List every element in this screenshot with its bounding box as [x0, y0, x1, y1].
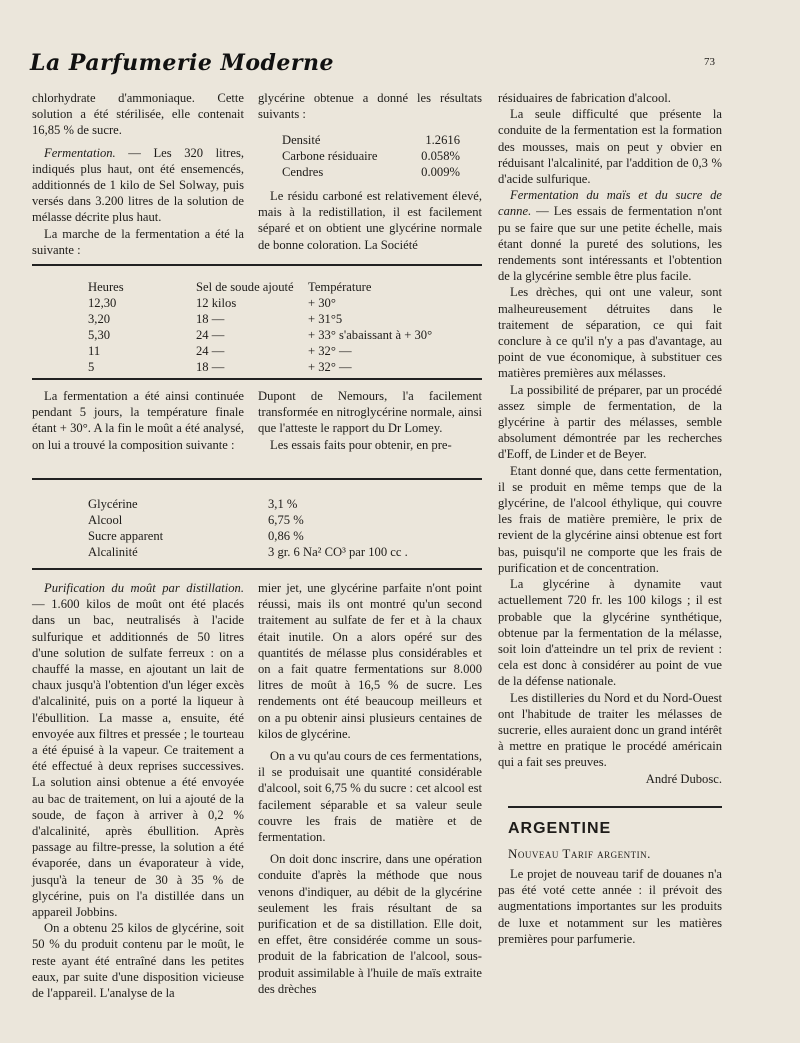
composition-label: Alcalinité — [88, 545, 138, 559]
result-value: 0.009% — [421, 165, 460, 179]
col2-top-text — [258, 90, 482, 122]
paragraph: Les essais faits pour obtenir, en pre- — [270, 437, 452, 452]
composition-value: 6,75 % — [268, 513, 304, 527]
table-row — [88, 360, 432, 376]
table-row — [88, 344, 432, 360]
col2-bottom-text — [258, 580, 482, 997]
result-label: Carbone résiduaire — [282, 149, 378, 163]
cell-soda: 24 — — [196, 344, 225, 358]
paragraph: Etant donné que, dans cette fermentation, il se produit en même temps que de la glycérine, de l'alcool éthylique, qui couvre les frais de matière première, le prix de revient de la glycérine ainsi obtenue est fort bas, puisqu'il ne comporte que les frais de purification et de concentration. — [498, 463, 722, 575]
paragraph-fermentation: Fermentation. — Les 320 litres, indiqués plus haut, ont été ensemencés, additionnés de 1 kilo de Sel Solway, puis versés dans 3.200 litres de la solution de mélasse décrite plus haut. — [32, 145, 244, 225]
composition-label: Sucre apparent — [88, 529, 164, 543]
paragraph: La glycérine à dynamite vaut actuellement 720 fr. les 100 kilogs ; il est probable que la glycérine synthétique, obtenue par la fermentation de la mélasse, soit loin d'atteindre un tel prix de revient : cela est donc à considérer au point de vue de la défense nationale. — [498, 577, 722, 689]
paragraph: La seule difficulté que présente la conduite de la fermentation est la formation des mousses, mais on peut y obvier en réduisant l'alcalinité, par l'addition de 0,3 % d'acide sulfurique. — [498, 107, 722, 187]
result-row — [282, 164, 460, 180]
section-title: ARGENTINE — [508, 820, 612, 837]
masthead-title: La Parfumerie Moderne — [30, 50, 335, 76]
result-label: Cendres — [282, 165, 324, 179]
section-text — [498, 866, 722, 947]
cell-hours: 3,20 — [88, 312, 111, 326]
composition-label: Alcool — [88, 513, 123, 527]
fermentation-table — [88, 280, 432, 376]
cell-temperature: + 32° — — [308, 344, 352, 358]
paragraph: Les distilleries du Nord et du Nord-Ouest ont l'habitude de traiter les mélasses de sucrerie, elles auraient donc un grand intérêt à mettre en pratique le procédé américain qui a fait ses preuves. — [498, 690, 722, 770]
page-number: 73 — [704, 56, 715, 68]
composition-value: 3,1 % — [268, 497, 298, 511]
composition-row — [88, 496, 478, 512]
cell-temperature: + 30° — [308, 296, 336, 310]
divider — [32, 568, 482, 570]
paragraph: On a vu qu'au cours de ces fermentations, il se produisait une quantité considérable d'alcool, soit 6,75 % du sucre : cet alcool est facilement séparable et sa valeur seule couvre les frais de matière et de fermentation. — [258, 749, 482, 845]
paragraph-fermentation-mais: Fermentation du maïs et du sucre de canne. — Les essais de fermentation n'ont pu se faire que sur une petite échelle, mais étant donné la pureté des solutions, les rendements sont intéressants et l'obtention de la glycérine semble être plus facile. — [498, 188, 722, 284]
column-header: Température — [308, 280, 372, 294]
paragraph: La marche de la fermentation a été la suivante : — [32, 226, 244, 257]
cell-hours: 5,30 — [88, 328, 111, 342]
composition-row — [88, 512, 478, 528]
paragraph: Le résidu carboné est relativement élevé, mais à la redistillation, il est facilement séparé et on obtient une glycérine normale de bonne coloration. La Société — [258, 189, 482, 252]
paragraph: La fermentation a été ainsi continuée pendant 5 jours, la température finale étant + 30°. A la fin le moût a été analysé, on lui a trouvé la composition suivante : — [32, 389, 244, 452]
cell-temperature: + 32° — — [308, 360, 352, 374]
paragraph: Le projet de nouveau tarif de douanes n'a pas été voté cette année : il prévoit des augmentations importantes sur les produits de luxe et notamment sur les matières premières pour parfumerie. — [498, 867, 722, 946]
column-header: Sel de soude ajouté — [196, 280, 294, 294]
cell-temperature: + 31°5 — [308, 312, 343, 326]
paragraph: Les drèches, qui ont une valeur, sont malheureusement détruites dans le traitement de séparation, ce qui fait conclure à ce qu'il n'y a pas d'avantage, au point de vue économique, à substituer ces matières premières aux mélasses. — [498, 285, 722, 381]
run-in-heading: Fermentation. — [44, 145, 116, 160]
table-row — [88, 296, 432, 312]
divider — [32, 478, 482, 480]
cell-soda: 18 — — [196, 360, 225, 374]
cell-temperature: + 33° s'abaissant à + 30° — [308, 328, 433, 342]
run-in-heading: Fermentation du maïs et du sucre de canne. — [498, 188, 722, 219]
run-in-heading: Purification du moût par distillation. — [44, 581, 244, 595]
col3-text — [498, 90, 722, 787]
result-value: 1.2616 — [425, 133, 460, 147]
cell-soda: 12 kilos — [196, 296, 237, 310]
column-header: Heures — [88, 280, 124, 294]
cell-soda: 24 — — [196, 328, 225, 342]
paragraph: résiduaires de fabrication d'alcool. — [498, 91, 671, 105]
paragraph-purification: Purification du moût par distillation. — 1.600 kilos de moût ont été placés dans un bac, neutralisés à l'acide sulfurique et additionnés de 50 litres d'une solution de sulfate ferreux : on a chauffé la masse, en ajoutant un lait de chaux jusqu'à l'obtention d'un léger excès d'alcalinité, puis on a porté la liqueur à l'ébullition. La masse a, ensuite, été envoyée aux filtres et pressée ; le tourteau a été épuisé à la vapeur. Ce traitement a été effectué à deux reprises successives. La solution ainsi obtenue a été envoyée au bac de traitement, on lui a ajouté de la soude, de façon à arriver à 0,2 % d'alcalinité, après ébullition. Après passage au filtre-presse, la solution a été évaporée, dans un évaporateur à vide, jusqu'à la teneur de 30 à 35 % de glycérine, puis on l'a distillée dans un appareil Jobbins. — [32, 581, 244, 920]
result-row — [282, 148, 460, 164]
result-row — [282, 132, 460, 148]
paragraph: mier jet, une glycérine parfaite n'ont point réussi, mais ils ont montré qu'un second traitement au sulfate de fer et à la chaux était inutile. On a alors opéré sur des quantités de mélasse plus considérables et on a fait quatre fermentations sur 8.000 litres de moût à 16,5 % de sucre. Les rendements ont été beaucoup meilleurs et on a pu obtenir ainsi plusieurs centaines de kilos de glycérine. — [258, 581, 482, 741]
paragraph: On doit donc inscrire, dans une opération conduite d'après la méthode que nous venons d'indiquer, au débit de la glycérine seulement les frais résultant de sa purification et de sa distillation. Elle doit, en effet, être considérée comme un sous-produit de la fabrication de l'alcool, sous-produit assimilable à l'huile de maïs extraite des drèches — [258, 852, 482, 996]
col2-mid-text — [258, 388, 482, 453]
table-row — [88, 312, 432, 328]
author-signature: André Dubosc. — [645, 771, 722, 786]
result-value: 0.058% — [421, 149, 460, 163]
paragraph: glycérine obtenue a donné les résultats suivants : — [258, 91, 482, 122]
col2-top-text-outro — [258, 188, 482, 253]
cell-soda: 18 — — [196, 312, 225, 326]
divider — [508, 806, 722, 808]
paragraph: La possibilité de préparer, par un procédé assez simple de fermentation, de la glycérine à partir des mélasses, semble absolument démontrée par les recherches d'Eoff, de Linder et de Beyer. — [498, 382, 722, 462]
composition-value: 3 gr. 6 Na² CO³ par 100 cc . — [268, 545, 408, 559]
section-subtitle: Nouveau Tarif argentin. — [508, 846, 651, 861]
composition-row — [88, 544, 478, 560]
cell-hours: 11 — [88, 344, 101, 358]
col1-top-text — [32, 90, 244, 258]
col1-bottom-text — [32, 580, 244, 1001]
composition-value: 0,86 % — [268, 529, 304, 543]
result-label: Densité — [282, 133, 321, 147]
divider — [32, 264, 482, 266]
col1-mid-text — [32, 388, 244, 453]
table-header-row — [88, 280, 432, 296]
paragraph: Dupont de Nemours, l'a facilement transformée en nitroglycérine normale, ainsi que l'atteste le rapport du Dr Lomey. — [258, 389, 482, 436]
divider — [32, 378, 482, 380]
composition-row — [88, 528, 478, 544]
composition-label: Glycérine — [88, 497, 138, 511]
cell-hours: 12,30 — [88, 296, 117, 310]
results-list — [282, 132, 460, 180]
table-row — [88, 328, 432, 344]
cell-hours: 5 — [88, 360, 95, 374]
paragraph: On a obtenu 25 kilos de glycérine, soit 50 % du produit contenu par le moût, le reste ayant été entraîné dans les petites eaux, par suite d'une disposition vicieuse de l'appareil. L'analyse de la — [32, 921, 244, 1001]
composition-list — [88, 496, 478, 560]
paragraph: chlorhydrate d'ammoniaque. Cette solution a été stérilisée, elle contenait 16,85 % de sucre. — [32, 91, 244, 138]
